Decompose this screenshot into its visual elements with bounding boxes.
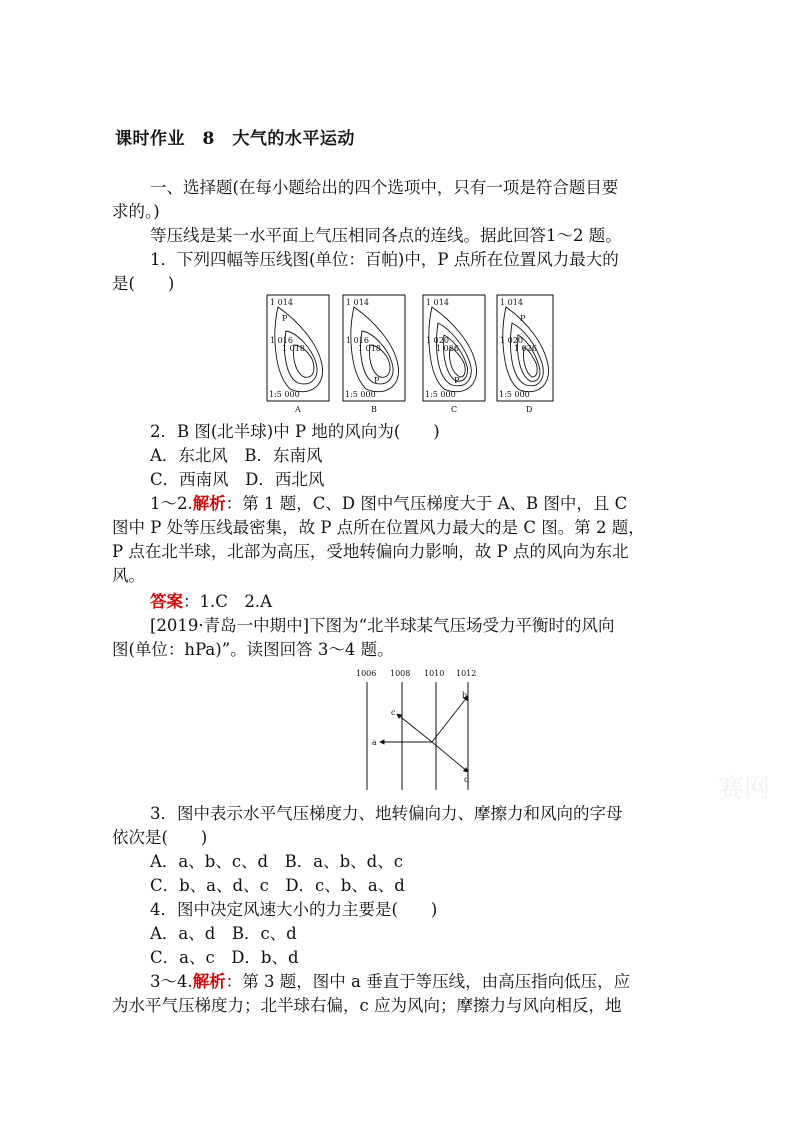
panel-b-scale: 1:5 000 — [345, 390, 376, 399]
question-2-options-ab: A．东北风 B．东南风 — [150, 446, 323, 465]
panel-d-outer-label: 1 014 — [500, 298, 523, 307]
panel-c-mid-label: 1 020 — [426, 336, 449, 345]
panel-a-inner-label: 1 018 — [282, 344, 305, 353]
wind-force-figure — [352, 666, 484, 792]
isobar-label-1010: 1010 — [424, 669, 445, 678]
analysis-1-line-2: 图中 P 处等压线最密集，故 P 点所在位置风力最大的是 C 图。第 2 题， — [112, 518, 645, 537]
question-3-text: 3．图中表示水平气压梯度力、地转偏向力、摩擦力和风向的字母 — [150, 804, 623, 823]
panel-d-inner-label: 1 026 — [514, 344, 537, 353]
panel-d-scale: 1:5 000 — [499, 390, 530, 399]
panel-b-mid-label: 1 016 — [346, 336, 369, 345]
isobar-panel-d — [497, 295, 553, 414]
panel-c-inner-label: 1 026 — [436, 344, 459, 353]
question-3-options-cd: C．b、a、d、c D．c、b、a、d — [150, 876, 405, 895]
arrow-a-label: a — [372, 738, 377, 747]
answer-label: 答案 — [150, 592, 183, 611]
question-4-options-cd: C．a、c D．b、d — [150, 948, 299, 967]
arrow-d-label: d — [464, 775, 470, 784]
analysis-1-line-3: P 点在北半球，北部为高压，受地转偏向力影响，故 P 点的风向为东北 — [112, 542, 629, 561]
analysis-1-line-4: 风。 — [112, 566, 145, 585]
analysis-2-line-1: 3～4.解析：第 3 题，图中 a 垂直于等压线，由高压指向低压，应 — [150, 972, 631, 991]
arrow-d — [432, 742, 468, 772]
panel-a-label: A — [295, 405, 301, 414]
analysis-2-line-2: 为水平气压梯度力；北半球右偏，c 应为风向；摩擦力与风向相反，地 — [112, 996, 622, 1015]
section-heading: 一、选择题(在每小题给出的四个选项中，只有一项是符合题目要 — [150, 178, 619, 197]
panel-c-point-label: P — [454, 376, 460, 385]
analysis-label: 解析 — [192, 494, 226, 513]
intro-2-line-2: 图(单位：hPa)”。读图回答 3～4 题。 — [112, 640, 394, 659]
isobar-panel-a — [267, 295, 329, 414]
panel-a-outer-label: 1 014 — [270, 298, 293, 307]
question-4-options-ab: A．a、d B．c、d — [150, 924, 297, 943]
panel-d-point-label: P — [520, 314, 526, 323]
isobar-label-1008: 1008 — [390, 669, 411, 678]
isobar-panel-c — [423, 295, 485, 414]
isobar-label-1006: 1006 — [356, 669, 377, 678]
question-4-text: 4．图中决定风速大小的力主要是( ) — [150, 900, 438, 919]
panel-c-label: C — [451, 405, 458, 414]
panel-b-inner-label: 1 018 — [358, 344, 381, 353]
question-3-options-ab: A．a、b、c、d B．a、b、d、c — [150, 852, 403, 871]
question-2-text: 2．B 图(北半球)中 P 地的风向为( ) — [150, 422, 440, 441]
intro-text: 等压线是某一水平面上气压相同各点的连线。据此回答1～2 题。 — [150, 226, 622, 245]
section-heading-cont: 求的。) — [112, 202, 160, 221]
panel-a-mid-label: 1 016 — [270, 336, 293, 345]
isobar-figure — [264, 293, 554, 415]
intro-2-line-1: [2019·青岛一中期中]下图为“北半球某气压场受力平衡时的风向 — [150, 616, 615, 635]
source-tag: [2019·青岛一中期中] — [150, 616, 310, 635]
question-2-options-cd: C．西南风 D．西北风 — [150, 470, 325, 489]
page-title: 课时作业 8 大气的水平运动 — [115, 129, 355, 149]
panel-d-mid-label: 1 020 — [500, 336, 523, 345]
panel-b-label: B — [371, 405, 377, 414]
panel-a-scale: 1:5 000 — [269, 390, 300, 399]
arrow-b-label: b — [462, 691, 468, 700]
watermark: 赛网 — [717, 774, 770, 804]
isobar-label-1012: 1012 — [456, 669, 477, 678]
isobar-panel-b — [343, 295, 405, 414]
arrow-b — [432, 696, 468, 742]
answer-1: 答案：1.C 2.A — [150, 592, 273, 611]
panel-b-point-label: P — [374, 376, 380, 385]
panel-c-scale: 1:5 000 — [425, 390, 456, 399]
panel-b-outer-label: 1 014 — [346, 298, 369, 307]
arrow-c-label: c — [391, 708, 396, 717]
panel-d-label: D — [526, 405, 533, 414]
panel-c-outer-label: 1 014 — [426, 298, 449, 307]
analysis-1-line-1: 1～2.解析：第 1 题，C、D 图中气压梯度大于 A、B 图中，且 C — [150, 494, 628, 513]
question-1-text: 1．下列四幅等压线图(单位：百帕)中，P 点所在位置风力最大的 — [150, 250, 619, 269]
analysis-2-label: 解析 — [192, 972, 226, 991]
question-1-text-cont: 是( ) — [112, 274, 175, 293]
panel-a-point-label: P — [282, 314, 288, 323]
question-3-text-cont: 依次是( ) — [112, 828, 208, 847]
